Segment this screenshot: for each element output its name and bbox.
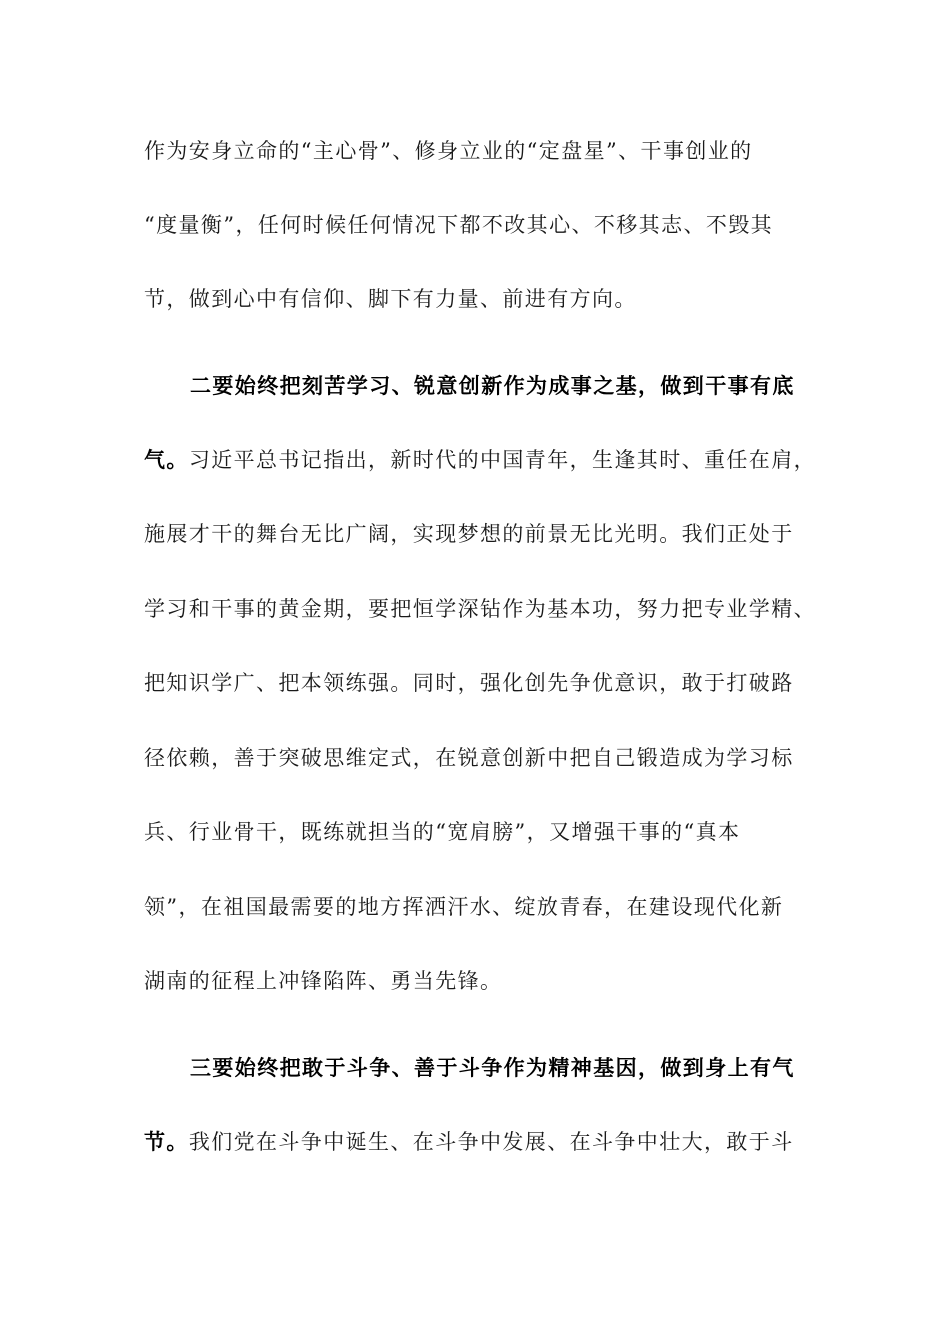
section-heading-text: 气。 xyxy=(144,448,189,472)
line-text: 湖南的征程上冲锋陷阵、勇当先锋。 xyxy=(144,969,503,993)
section-heading-text: 三要始终把敢于斗争、善于斗争作为精神基因，做到身上有气 xyxy=(190,1056,795,1080)
paragraph-line xyxy=(144,668,814,698)
line-text: 作为安身立命的“主心骨”、修身立业的“定盘星”、干事创业的 xyxy=(144,139,753,163)
paragraph-line xyxy=(144,1127,814,1157)
paragraph-line xyxy=(144,136,814,166)
section-heading-text: 二要始终把刻苦学习、锐意创新作为成事之基，做到干事有底 xyxy=(190,374,795,398)
section-heading-line xyxy=(190,371,814,401)
paragraph-line xyxy=(144,966,814,996)
line-text: 我们党在斗争中诞生、在斗争中发展、在斗争中壮大，敢于斗 xyxy=(188,1130,794,1154)
paragraph-line xyxy=(144,445,817,475)
paragraph-line xyxy=(144,210,814,240)
line-text: 施展才干的舞台无比广阔，实现梦想的前景无比光明。我们正处于 xyxy=(144,522,794,546)
paragraph-line xyxy=(144,892,814,922)
line-text: 兵、行业骨干，既练就担当的“宽肩膀”，又增强干事的“真本 xyxy=(144,820,741,844)
paragraph-line xyxy=(144,594,814,624)
line-text: 节，做到心中有信仰、脚下有力量、前进有方向。 xyxy=(144,287,637,311)
line-text: 习近平总书记指出，新时代的中国青年，生逢其时、重任在肩， xyxy=(188,448,817,472)
line-text: 领”，在祖国最需要的地方挥洒汗水、绽放青春，在建设现代化新 xyxy=(144,895,784,919)
line-text: 把知识学广、把本领练强。同时，强化创先争优意识，敢于打破路 xyxy=(144,671,794,695)
paragraph-line xyxy=(144,519,814,549)
line-text: 径依赖，善于突破思维定式，在锐意创新中把自己锻造成为学习标 xyxy=(144,746,794,770)
paragraph-line xyxy=(144,284,814,314)
paragraph-line xyxy=(144,817,814,847)
paragraph-line xyxy=(144,743,814,773)
section-heading-text: 节。 xyxy=(144,1130,189,1154)
line-text: 学习和干事的黄金期，要把恒学深钻作为基本功，努力把专业学精、 xyxy=(144,597,816,621)
line-text: “度量衡”，任何时候任何情况下都不改其心、不移其志、不毁其 xyxy=(144,213,774,237)
section-heading-line xyxy=(190,1053,814,1083)
